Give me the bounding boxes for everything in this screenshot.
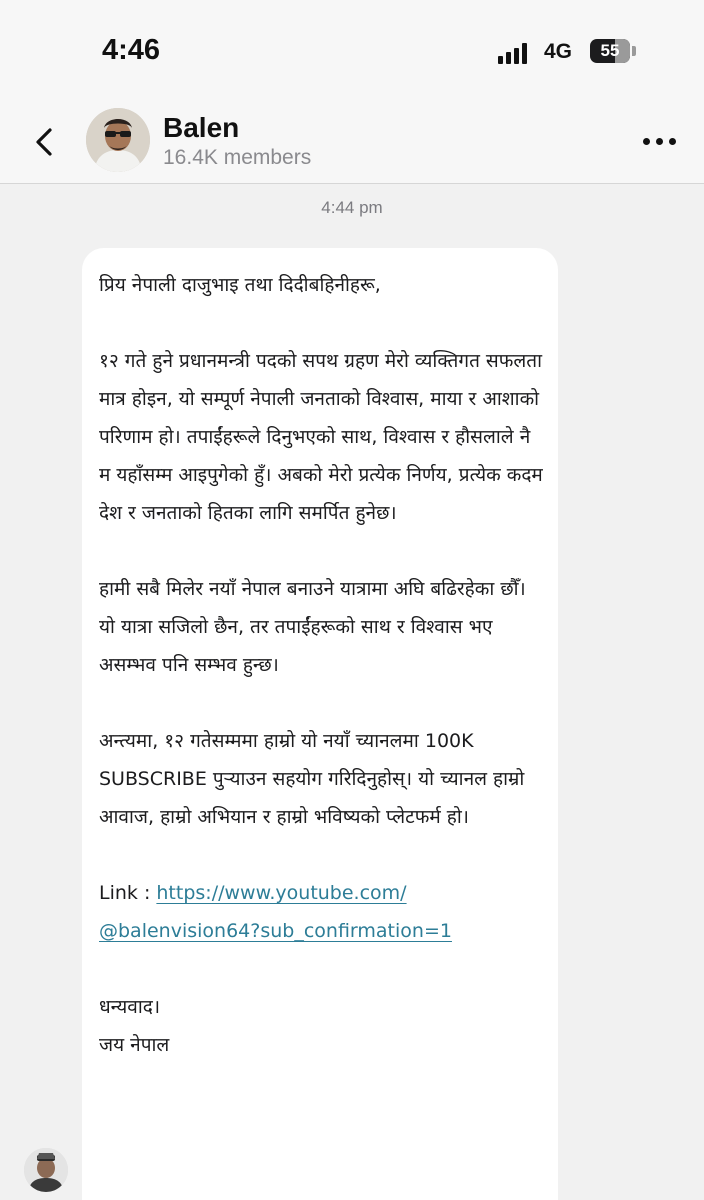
chat-header	[0, 100, 704, 184]
message-closing	[99, 988, 546, 1064]
chat-title: Balen	[163, 112, 240, 143]
battery-cap	[632, 46, 636, 56]
closing-thanks: धन्यवाद।	[99, 996, 161, 1018]
chevron-left-icon	[30, 122, 60, 162]
channel-avatar[interactable]	[86, 108, 150, 172]
more-options-button[interactable]	[636, 130, 682, 154]
back-button[interactable]	[30, 122, 60, 162]
message-paragraph: १२ गते हुने प्रधानमन्त्री पदको सपथ ग्रहण मेरो व्यक्तिगत सफलता मात्र होइन, यो सम्पूर्ण नेपाली जनताको विश्वास, माया र आशाको परिणाम हो। तपाईंहरूले दिनुभएको साथ, विश्वास र हौसलाले नै म यहाँसम्म आइपुगेको हुँ। अबको मेरो प्रत्येक निर्णय, प्रत्येक कदम देश र जनताको हितका लागि समर्पित हुनेछ।	[99, 350, 543, 524]
closing-signoff: जय नेपाल	[99, 1034, 170, 1056]
message-greeting: प्रिय नेपाली दाजुभाइ तथा दिदीबहिनीहरू,	[99, 274, 381, 296]
signal-bars-icon	[498, 40, 528, 64]
status-time: 4:46	[102, 34, 161, 66]
youtube-link[interactable]: https://www.youtube.com/	[156, 882, 407, 904]
youtube-link-continued[interactable]: @balenvision64?sub_confirmation=1	[99, 920, 452, 942]
message-time-separator: 4:44 pm	[321, 198, 383, 217]
message-bubble	[82, 248, 558, 1200]
sender-avatar[interactable]	[24, 1148, 68, 1192]
network-type: 4G	[544, 40, 573, 63]
message-paragraph: अन्त्यमा, १२ गतेसम्ममा हाम्रो यो नयाँ च्यानलमा 100K SUBSCRIBE पुऱ्याउन सहयोग गरिदिनुहोस्। यो च्यानल हाम्रो आवाज, हाम्रो अभियान र हाम्रो भविष्यको प्लेटफर्म हो।	[99, 730, 525, 828]
message-link-paragraph	[99, 874, 546, 950]
battery-level: 55	[600, 41, 620, 60]
battery-icon	[590, 39, 630, 63]
status-bar	[0, 0, 704, 100]
member-count: 16.4K members	[163, 146, 312, 169]
link-prefix: Link :	[99, 882, 157, 904]
message-paragraph: हामी सबै मिलेर नयाँ नेपाल बनाउने यात्रामा अघि बढिरहेका छौँ। यो यात्रा सजिलो छैन, तर तपाईंहरूको साथ र विश्वास भए असम्भव पनि सम्भव हुन्छ।	[99, 578, 526, 676]
